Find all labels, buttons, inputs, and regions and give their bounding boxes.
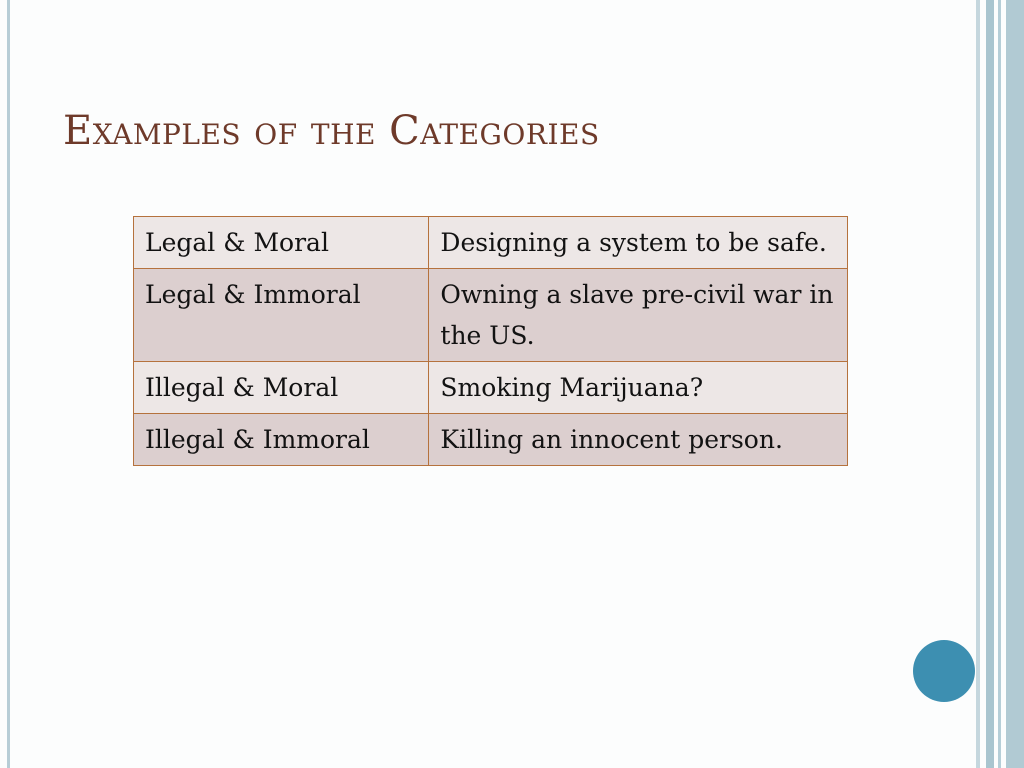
stripe (986, 0, 994, 768)
stripe (976, 0, 980, 768)
stripe (1006, 0, 1024, 768)
left-border-line (7, 0, 10, 768)
right-decorative-stripes (976, 0, 1024, 768)
table-row (134, 414, 848, 466)
categories-table (133, 216, 848, 466)
example-cell: Owning a slave pre-civil war in the US. (429, 269, 848, 362)
table-row (134, 217, 848, 269)
example-cell: Smoking Marijuana? (429, 362, 848, 414)
example-cell: Killing an innocent person. (429, 414, 848, 466)
category-cell: Legal & Immoral (134, 269, 429, 362)
table-row (134, 269, 848, 362)
stripe (998, 0, 1001, 768)
category-cell: Illegal & Immoral (134, 414, 429, 466)
category-cell: Illegal & Moral (134, 362, 429, 414)
decorative-circle-icon (913, 640, 975, 702)
example-cell: Designing a system to be safe. (429, 217, 848, 269)
category-cell: Legal & Moral (134, 217, 429, 269)
slide-title: Examples of the Categories (63, 108, 600, 154)
table-row (134, 362, 848, 414)
